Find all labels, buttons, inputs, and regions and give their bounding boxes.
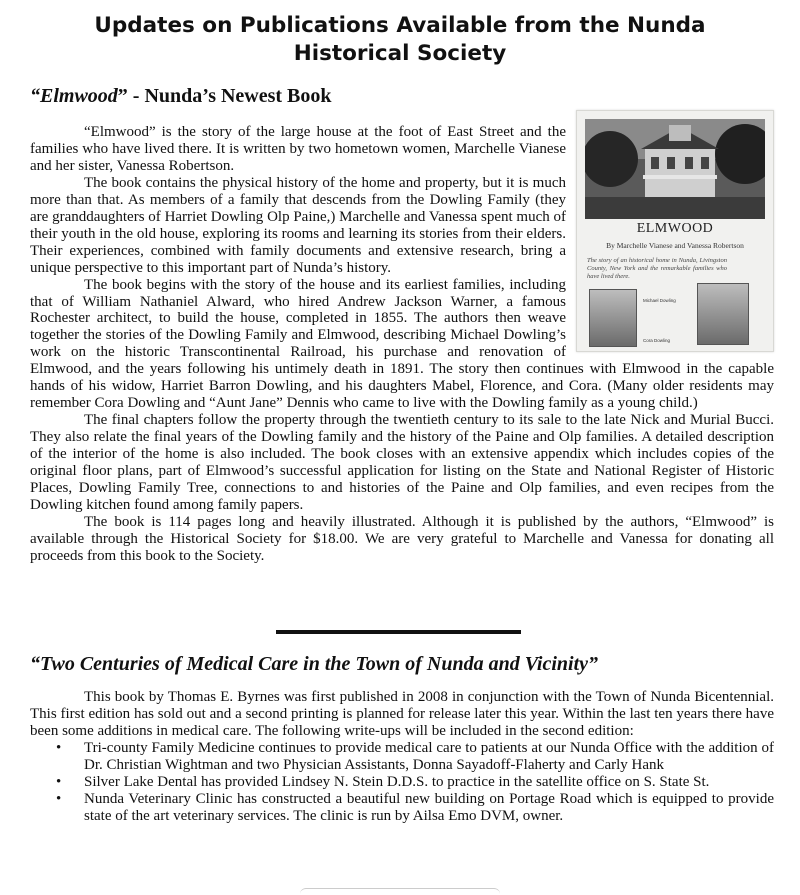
portrait-photo bbox=[589, 289, 637, 347]
heading-subtitle: ” - Nunda’s Newest Book bbox=[117, 85, 332, 107]
section-heading-medical-care bbox=[30, 652, 598, 676]
paragraph: This book by Thomas E. Byrnes was first published in 2008 in conjunction with the Town of Nunda Bicentennial. This first edition has sold out and a second printing is planned for release later this year. Within the last ten years there have been some additions in medical care. The following write-ups will be included in the second edition: bbox=[30, 689, 774, 739]
bullet-glyph: • bbox=[56, 739, 62, 756]
list-item bbox=[30, 791, 774, 825]
list-item-text: Silver Lake Dental has provided Lindsey N. Stein D.D.S. to practice in the satellite office on S. State St. bbox=[84, 773, 710, 790]
section-heading-elmwood bbox=[30, 84, 332, 108]
paragraph: The book is 114 pages long and heavily illustrated. Although it is published by the authors, “Elmwood” is available through the Historical Society for $18.00. We are very grateful to Marchelle and Vanessa for donating all proceeds from this book to the Society. bbox=[30, 513, 774, 564]
portrait-label: Cora Dowling bbox=[643, 338, 671, 343]
bullet-glyph: • bbox=[56, 773, 62, 790]
list-item bbox=[30, 740, 774, 774]
paragraph: The final chapters follow the property through the twentieth century to its sale to the late Nick and Murial Bucci. They also relate the final years of the Dowling family and the history of the Paine and Olp families. A detailed description of the interior of the home is also included. The book closes with an extensive appendix which includes copies of the original floor plans, part of Elmwood’s successful application for listing on the State and National Register of Historic Places, Dowling Family Tree, connections to and histories of the Paine and Olp families, and even recipes from the Dowling kitchen found among family papers. bbox=[30, 412, 774, 513]
heading-book-name: “Elmwood bbox=[30, 85, 118, 107]
section-divider bbox=[276, 630, 521, 634]
bullet-list bbox=[30, 740, 774, 825]
medical-care-article bbox=[30, 689, 774, 825]
list-item-text: Nunda Veterinary Clinic has constructed a beautiful new building on Portage Road which is equipped to provide state of the art veterinary services. The clinic is run by Ailsa Emo DVM, owner. bbox=[84, 790, 774, 824]
paragraph: The book begins with the story of the house and its earliest families, including that of William Nathaniel Alward, who hired Andrew Jackson Warner, a famous Rochester architect, to build the house, completed in 1855. The authors then weave together the stories of the Dowling Family and Elmwood, describing Michael Dowling’s work on the historic Transcontinental Railroad, his purchase and renovation of Elmwood, and the years following his untimely death in 1891. The story then continues with Elmwood in the capable hands of his widow, Harriet Barron Dowling, and his daughters Mabel, Florence, and Cora. (Many older residents may remember Cora Dowling and “Aunt Jane” Dennis who came to live with the Dowling family as a young child.) bbox=[30, 276, 774, 412]
paragraph: “Elmwood” is the story of the large house at the foot of East Street and the families who have lived there. It is written by two hometown women, Marchelle Vianese and her sister, Vanessa Robertson. bbox=[30, 124, 566, 174]
page-title: Updates on Publications Available from the Nunda Historical Society bbox=[94, 13, 706, 66]
paragraph: The book contains the physical history of the home and property, but it is much more than that. As members of a family that descends from the Dowling Family (they are granddaughters of Harriet Dowling Olp Paine,) Marchelle and Vanessa spent much of their youth in the old house, exploring its rooms and learning its stories from their elders. Their experiences, combined with family documents and extensive research, bring a unique perspective to this important part of Nunda’s history. bbox=[30, 174, 566, 276]
list-item bbox=[30, 774, 774, 791]
portrait-photo bbox=[697, 283, 749, 345]
cover-title: ELMWOOD bbox=[636, 221, 714, 236]
book-cover-image bbox=[576, 110, 774, 352]
house-photo bbox=[585, 119, 765, 219]
heading-book-name: “Two Centuries of Medical Care in the Town of Nunda and Vicinity” bbox=[30, 653, 599, 675]
cover-authors: By Marchelle Vianese and Vanessa Robertson bbox=[606, 241, 744, 250]
list-item-text: Tri-county Family Medicine continues to provide medical care to patients at our Nunda Office with the addition of Dr. Christian Wightman and two Physician Assistants, Donna Sayadoff-Flaherty and Carly Hank bbox=[84, 739, 774, 773]
portrait-label: Michael Dowling bbox=[643, 298, 676, 303]
cover-blurb: The story of an historical home in Nunda, Livingston County, New York and the remarkable families who have lived there. bbox=[587, 257, 727, 280]
bullet-glyph: • bbox=[56, 790, 62, 807]
elmwood-article bbox=[30, 124, 774, 565]
